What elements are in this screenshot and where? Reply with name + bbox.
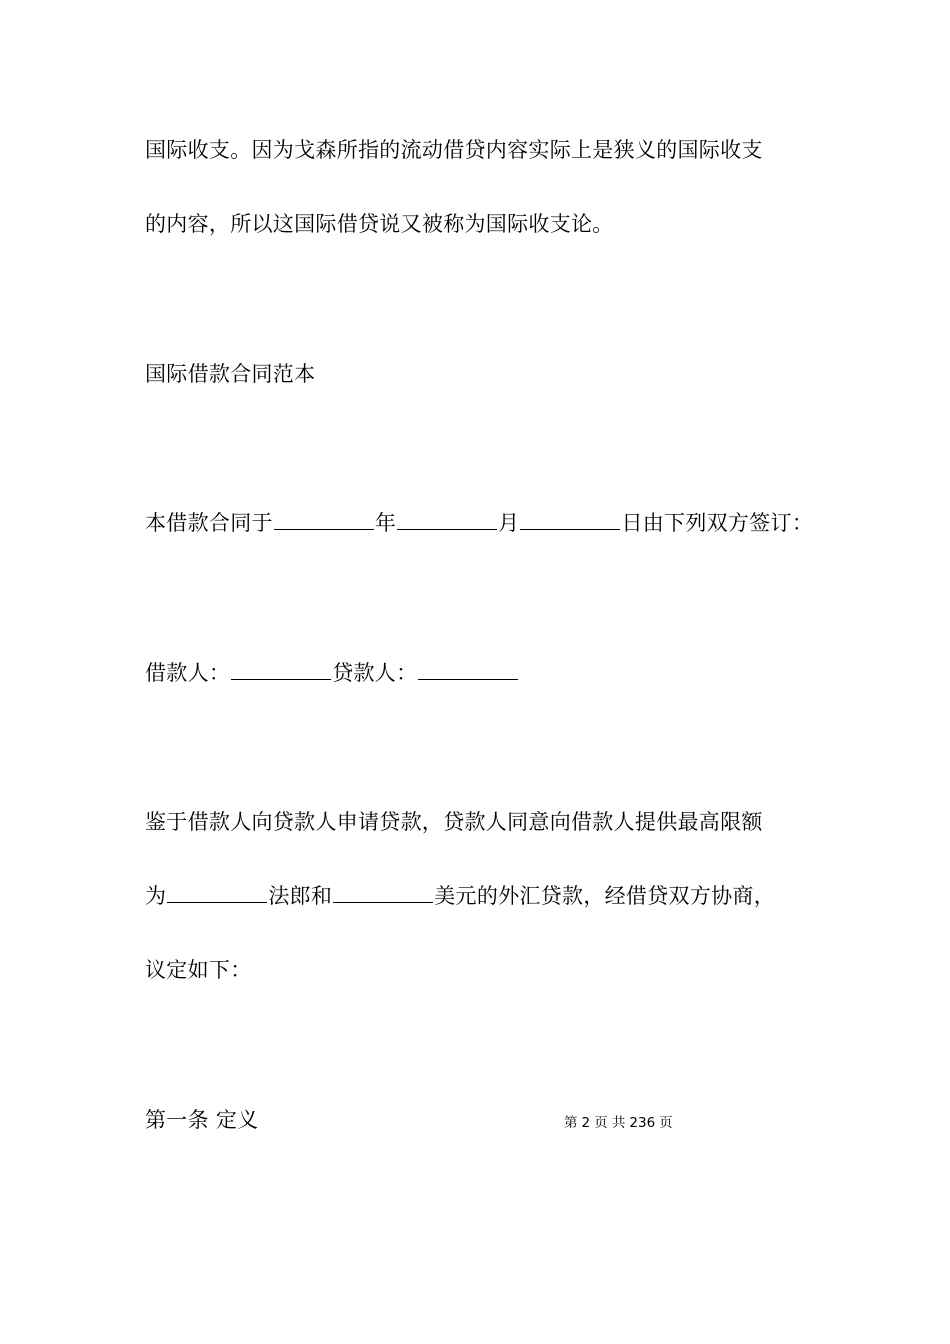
whereas-mid: 法郎和 [268,884,333,908]
borrower-blank [231,659,331,680]
footer-suffix: 页 [659,1115,673,1131]
month-label: 月 [498,511,520,535]
parties-line [145,659,519,687]
day-blank [520,509,620,530]
article-1-heading: 第一条 定义 [145,1108,259,1132]
franc-blank [167,882,267,903]
footer-mid: 页 共 [594,1115,626,1131]
dollar-blank [333,882,433,903]
month-blank [397,509,497,530]
year-label: 年 [374,511,397,535]
whereas-line-3: 议定如下： [145,958,252,982]
lender-label: 贷款人： [332,661,418,685]
paragraph-line-2: 的内容，所以这国际借贷说又被称为国际收支论。 [145,212,614,236]
footer-current-page: 2 [581,1115,591,1131]
signing-suffix: 日由下列双方签订： [621,511,814,535]
whereas-line-2 [145,882,775,910]
signing-prefix: 本借款合同于 [145,511,273,535]
footer-prefix: 第 [564,1115,578,1131]
signing-date-line [145,509,813,537]
whereas-suffix: 美元的外汇贷款，经借贷双方协商， [434,884,776,908]
borrower-label: 借款人： [145,661,231,685]
paragraph-line-1: 国际收支。因为戈森所指的流动借贷内容实际上是狭义的国际收支 [145,138,763,162]
contract-heading: 国际借款合同范本 [145,362,316,386]
footer-total-pages: 236 [629,1115,656,1131]
page-footer [564,1113,677,1133]
year-blank [274,509,374,530]
lender-blank [418,659,518,680]
whereas-line-1: 鉴于借款人向贷款人申请贷款，贷款人同意向借款人提供最高限额 [145,810,763,834]
whereas-prefix: 为 [145,884,167,908]
